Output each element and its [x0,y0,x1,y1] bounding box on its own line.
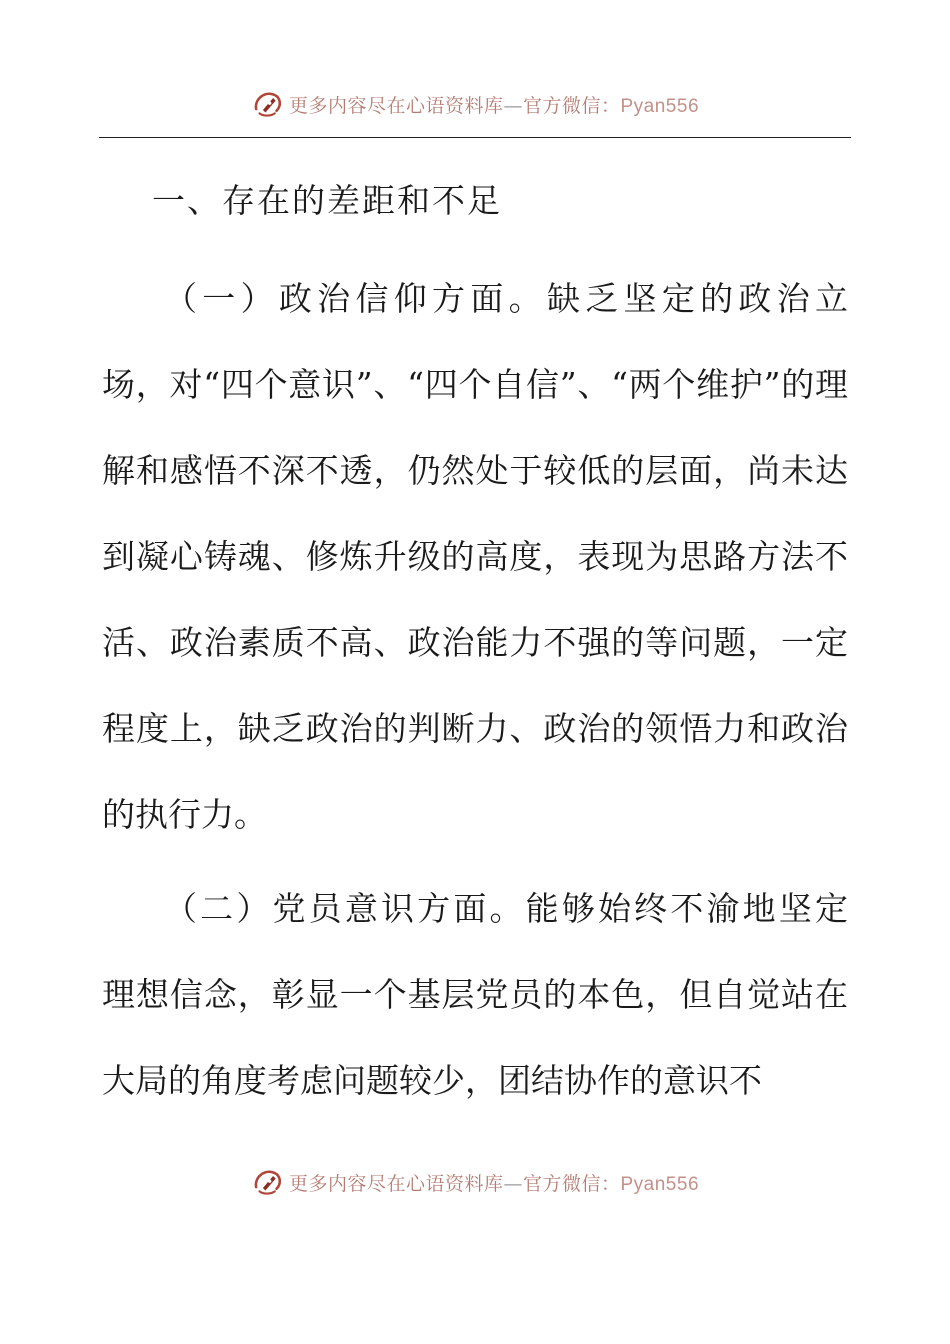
document-body [102,170,848,1124]
banner-label: 官方微信： [522,1172,621,1195]
paragraph-political-belief [102,256,848,858]
paragraph-first-line: （二）党员意识方面。能够始终不渝地坚定 [164,889,848,928]
banner-label: 官方微信： [522,94,621,117]
pen-nib-swirl-icon [251,1165,285,1199]
paragraph-first-line: （一）政治信仰方面。缺乏坚定的政治立 [164,279,848,318]
banner-main-text: 更多内容尽在心语资料库 [288,1172,504,1195]
banner-dash: — [503,1172,523,1195]
paragraph-rest: 场，对“四个意识”、“四个自信”、“两个维护”的理解和感悟不深不透，仍然处于较低的层面，尚未达到凝心铸魂、修炼升级的高度，表现为思路方法不活、政治素质不高、政治能力不强的等问题，一定程度上，缺乏政治的判断力、政治的领悟力和政治的执行力。 [102,365,848,834]
paragraph-party-awareness [102,866,848,1124]
banner-main-text: 更多内容尽在心语资料库 [288,94,504,117]
banner-account: Pyan556 [620,1173,700,1195]
footer-banner [0,1162,950,1202]
banner-dash: — [503,94,523,117]
section-heading: 一、存在的差距和不足 [152,181,502,220]
pen-nib-swirl-icon [251,87,285,121]
header-divider [99,137,851,138]
banner-text [289,1169,699,1196]
banner-text [289,91,699,118]
header-banner [0,84,950,124]
paragraph-rest: 理想信念，彰显一个基层党员的本色，但自觉站在大局的角度考虑问题较少，团结协作的意识不 [102,975,848,1100]
banner-account: Pyan556 [620,95,700,117]
